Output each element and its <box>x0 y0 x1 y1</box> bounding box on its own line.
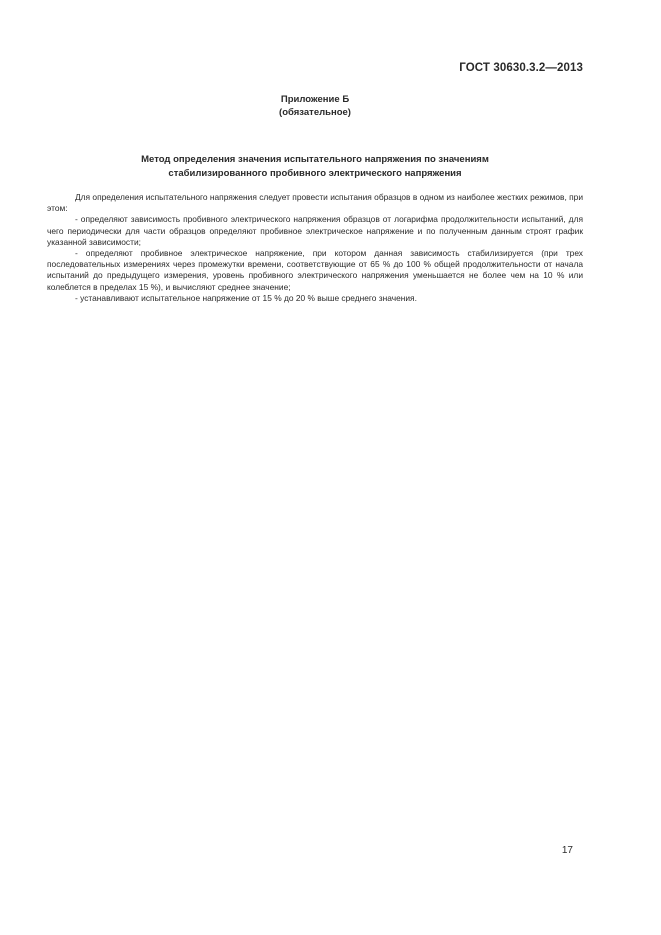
appendix-heading <box>0 93 630 119</box>
appendix-status: (обязательное) <box>279 107 351 118</box>
list-item: - определяют пробивное электрическое напряжение, при котором данная зависимость стабилизируется (при трех последовательных измерениях через промежутки времени, соответствующие от 65 % до 100 % общей продолжительности от начала испытаний до предыдущего измерения, уровень пробивного электрического напряжения уменьшается не более чем на 10 % или колеблется в пределах 15 %), и вычисляют среднее значение; <box>47 248 583 292</box>
section-title-line-1: Метод определения значения испытательного напряжения по значениям <box>141 154 489 165</box>
page-number: 17 <box>561 845 573 856</box>
appendix-label: Приложение Б <box>280 94 350 105</box>
document-code: ГОСТ 30630.3.2—2013 <box>459 62 583 74</box>
intro-paragraph: Для определения испытательного напряжения следует провести испытания образцов в одном из наиболее жестких режимов, при этом: <box>47 192 583 214</box>
list-item: - устанавливают испытательное напряжение от 15 % до 20 % выше среднего значения. <box>75 292 417 303</box>
list-item: - определяют зависимость пробивного электрического напряжения образцов от логарифма продолжительности испытаний, для чего периодически для части образцов определяют пробивное электрическое напряжение и по полученным данным строят график указанной зависимости; <box>47 214 583 247</box>
body-text <box>47 192 583 304</box>
section-title <box>0 153 630 180</box>
section-title-line-2: стабилизированного пробивного электрического напряжения <box>168 167 462 179</box>
